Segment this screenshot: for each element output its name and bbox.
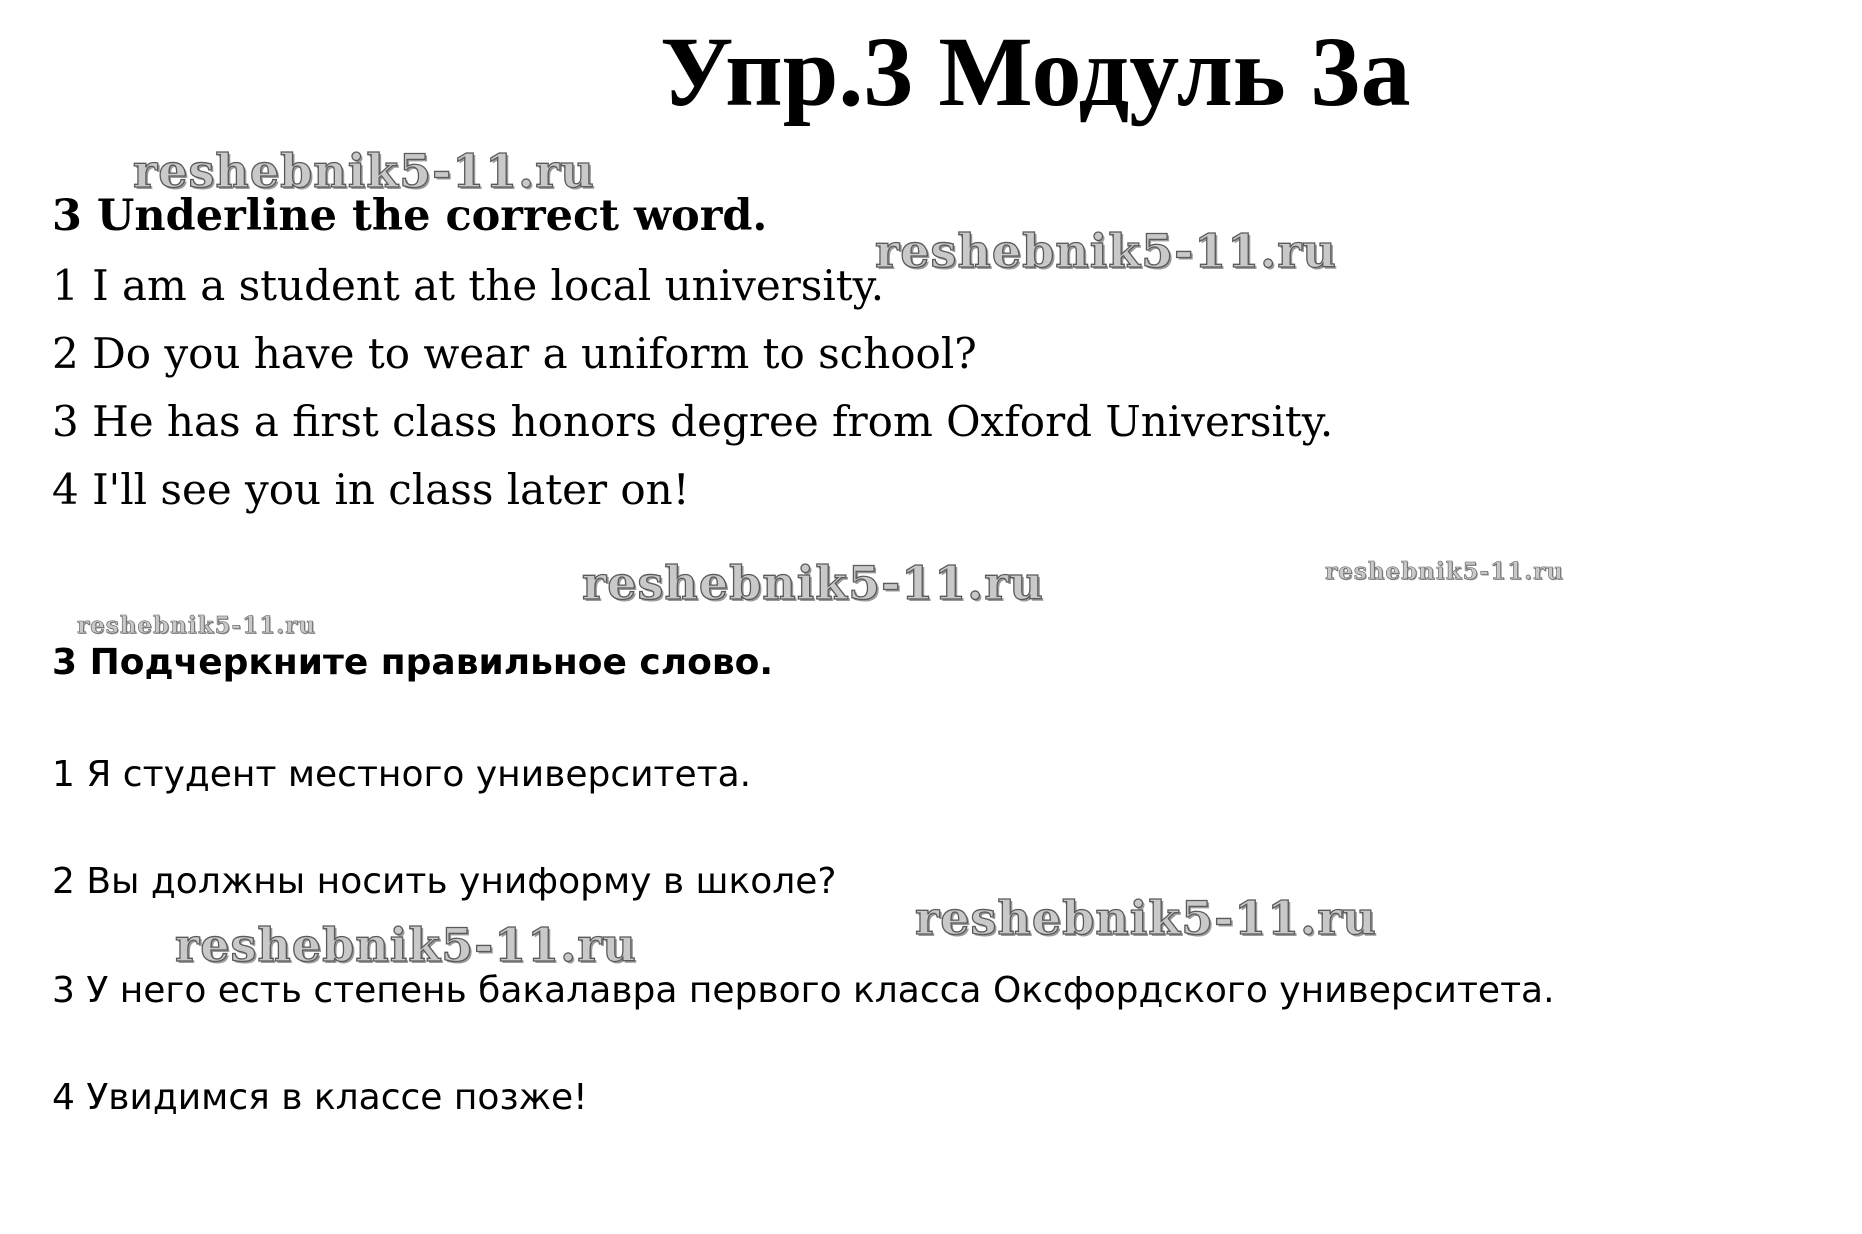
watermark: reshebnik5-11.ru <box>582 556 1044 610</box>
russian-exercise-heading: 3 Подчеркните правильное слово. <box>52 642 774 683</box>
watermark: reshebnik5-11.ru <box>915 891 1377 945</box>
english-exercise-heading: 3 Underline the correct word. <box>52 191 768 241</box>
watermark: reshebnik5-11.ru <box>1325 558 1564 585</box>
watermark: reshebnik5-11.ru <box>875 224 1337 278</box>
english-sentence-2: 2 Do you have to wear a uniform to school? <box>52 329 977 378</box>
english-sentence-4: 4 I'll see you in class later on! <box>52 465 690 514</box>
watermark: reshebnik5-11.ru <box>175 918 637 972</box>
watermark: reshebnik5-11.ru <box>133 144 595 198</box>
russian-sentence-2: 2 Вы должны носить униформу в школе? <box>52 861 837 902</box>
watermark: reshebnik5-11.ru <box>77 612 316 639</box>
russian-sentence-1: 1 Я студент местного университета. <box>52 754 752 795</box>
english-sentence-1: 1 I am a student at the local university. <box>52 261 885 310</box>
russian-sentence-3: 3 У него есть степень бакалавра первого класса Оксфордского университета. <box>52 970 1555 1011</box>
page-title: Упр.3 Модуль 3а <box>660 16 1411 127</box>
russian-sentence-4: 4 Увидимся в классе позже! <box>52 1077 588 1118</box>
english-sentence-3: 3 He has a first class honors degree from Oxford University. <box>52 397 1334 446</box>
